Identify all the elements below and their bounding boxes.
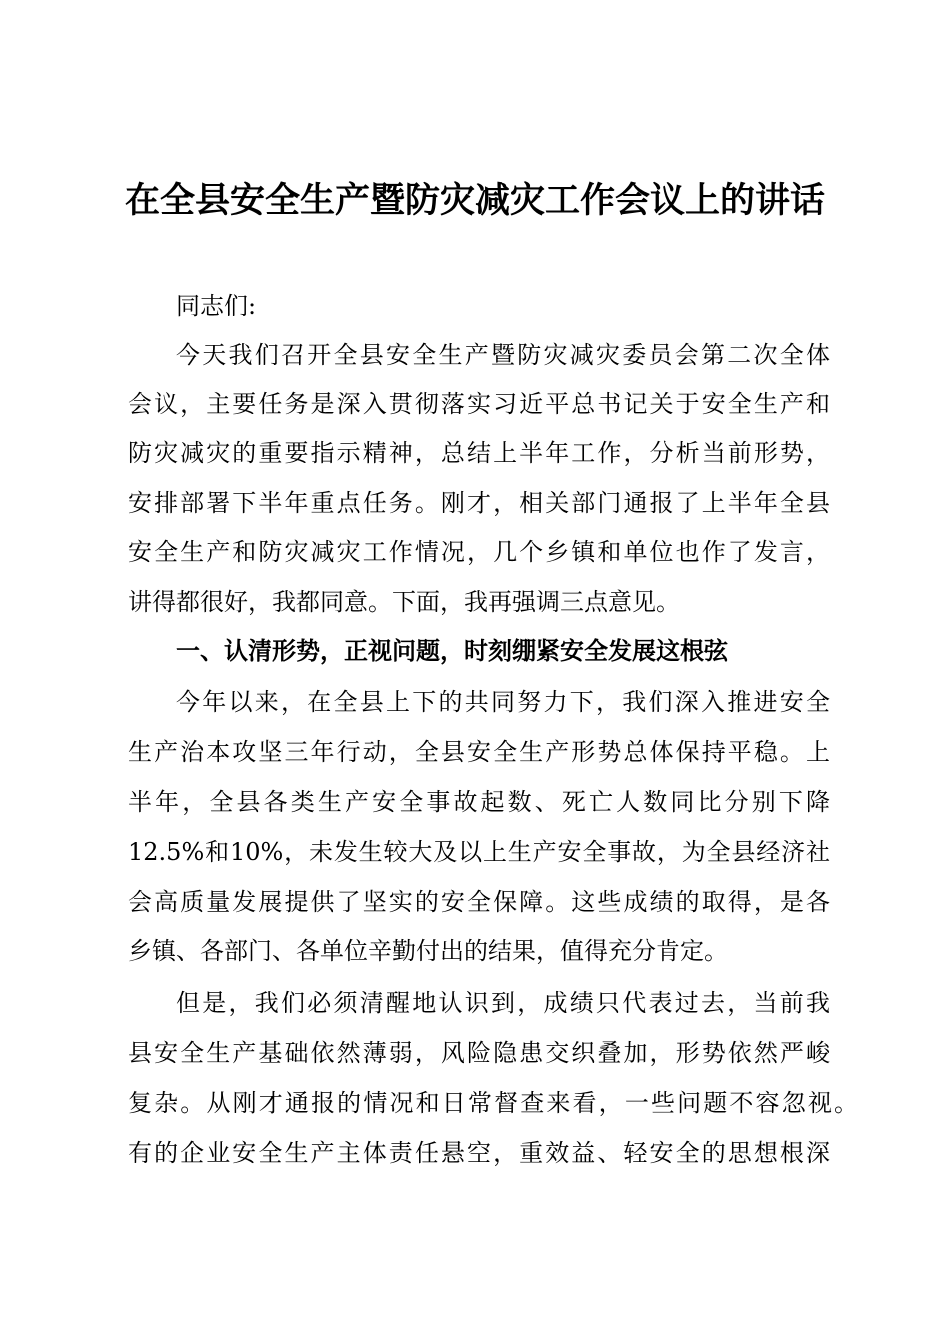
- paragraph-line: 县安全生产基础依然薄弱，风险隐患交织叠加，形势依然严峻: [128, 1039, 830, 1067]
- paragraph-line: 乡镇、各部门、各单位辛勤付出的结果，值得充分肯定。: [128, 937, 728, 965]
- paragraph-line: 生产治本攻坚三年行动，全县安全生产形势总体保持平稳。上: [128, 738, 830, 766]
- paragraph-line: 今年以来，在全县上下的共同努力下，我们深入推进安全: [176, 688, 830, 716]
- paragraph-line: 有的企业安全生产主体责任悬空，重效益、轻安全的思想根深: [128, 1139, 830, 1167]
- paragraph-line: 防灾减灾的重要指示精神，总结上半年工作，分析当前形势，: [128, 439, 830, 467]
- paragraph-line: 会议，主要任务是深入贯彻落实习近平总书记关于安全生产和: [128, 390, 830, 418]
- paragraph-line: 会高质量发展提供了坚实的安全保障。这些成绩的取得，是各: [128, 888, 830, 916]
- paragraph-line: 12.5%和10%，未发生较大及以上生产安全事故，为全县经济社: [128, 838, 830, 866]
- paragraph-line: 复杂。从刚才通报的情况和日常督查来看，一些问题不容忽视。: [128, 1089, 858, 1117]
- paragraph-line: 安全生产和防灾减灾工作情况，几个乡镇和单位也作了发言，: [128, 538, 830, 566]
- salutation: 同志们:: [176, 292, 257, 320]
- paragraph-line: 半年，全县各类生产安全事故起数、死亡人数同比分别下降: [128, 788, 830, 816]
- paragraph-line: 今天我们召开全县安全生产暨防灾减灾委员会第二次全体: [176, 341, 830, 369]
- paragraph-line: 讲得都很好，我都同意。下面，我再强调三点意见。: [128, 588, 680, 616]
- paragraph-line: 但是，我们必须清醒地认识到，成绩只代表过去，当前我: [176, 989, 830, 1017]
- document-title: 在全县安全生产暨防灾减灾工作会议上的讲话: [124, 180, 825, 221]
- section-heading: 一、认清形势，正视问题，时刻绷紧安全发展这根弦: [176, 636, 728, 665]
- paragraph-line: 安排部署下半年重点任务。刚才，相关部门通报了上半年全县: [128, 489, 830, 517]
